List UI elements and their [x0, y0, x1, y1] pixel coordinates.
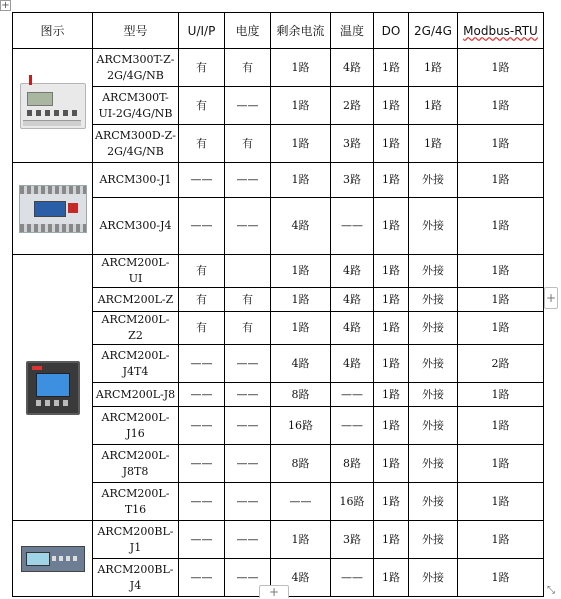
network-cell: 外接: [409, 445, 458, 483]
energy-cell: ——: [225, 559, 271, 597]
image-cell: [13, 255, 93, 521]
table-resize-handle[interactable]: ⤡: [547, 585, 555, 596]
uip-cell: ——: [179, 445, 225, 483]
energy-cell: ——: [225, 383, 271, 407]
temp-cell: 4路: [331, 288, 374, 312]
network-cell: 外接: [409, 383, 458, 407]
uip-cell: 有: [179, 288, 225, 312]
uip-cell: ——: [179, 521, 225, 559]
network-cell: 外接: [409, 198, 458, 255]
network-cell: 外接: [409, 483, 458, 521]
network-cell: 外接: [409, 163, 458, 198]
temp-cell: ——: [331, 407, 374, 445]
network-cell: 外接: [409, 288, 458, 312]
residual-cell: 1路: [271, 521, 331, 559]
network-cell: 1路: [409, 125, 458, 163]
product-spec-table: [12, 12, 544, 597]
residual-cell: 1路: [271, 87, 331, 125]
do-cell: 1路: [374, 198, 409, 255]
residual-cell: 1路: [271, 288, 331, 312]
energy-cell: ——: [225, 198, 271, 255]
energy-cell: 有: [225, 125, 271, 163]
header-modbus: Modbus-RTU: [458, 13, 544, 49]
residual-cell: 8路: [271, 383, 331, 407]
temp-cell: 4路: [331, 345, 374, 383]
modbus-cell: 1路: [458, 49, 544, 87]
temp-cell: 2路: [331, 87, 374, 125]
modbus-cell: 1路: [458, 255, 544, 288]
energy-cell: ——: [225, 163, 271, 198]
residual-cell: 1路: [271, 163, 331, 198]
residual-cell: 4路: [271, 559, 331, 597]
temp-cell: 8路: [331, 445, 374, 483]
image-cell: [13, 49, 93, 163]
uip-cell: ——: [179, 163, 225, 198]
do-cell: 1路: [374, 255, 409, 288]
energy-cell: ——: [225, 483, 271, 521]
table-row: [13, 163, 544, 198]
header-residual-current: 剩余电流: [271, 13, 331, 49]
add-row-button[interactable]: +: [259, 585, 289, 598]
model-cell: ARCM200L-J8T8: [93, 445, 179, 483]
residual-cell: 8路: [271, 445, 331, 483]
modbus-cell: 1路: [458, 521, 544, 559]
residual-cell: ——: [271, 483, 331, 521]
uip-cell: ——: [179, 407, 225, 445]
modbus-cell: 2路: [458, 345, 544, 383]
do-cell: 1路: [374, 445, 409, 483]
uip-cell: 有: [179, 49, 225, 87]
uip-cell: 有: [179, 312, 225, 345]
residual-cell: 1路: [271, 255, 331, 288]
do-cell: 1路: [374, 87, 409, 125]
device-image: [20, 83, 86, 129]
header-do: DO: [374, 13, 409, 49]
table-row: [13, 345, 544, 383]
model-cell: ARCM200L-J4T4: [93, 345, 179, 383]
header-energy: 电度: [225, 13, 271, 49]
energy-cell: ——: [225, 345, 271, 383]
modbus-cell: 1路: [458, 445, 544, 483]
energy-cell: 有: [225, 288, 271, 312]
temp-cell: 3路: [331, 521, 374, 559]
uip-cell: ——: [179, 483, 225, 521]
energy-cell: 有: [225, 312, 271, 345]
device-image: [26, 361, 80, 415]
residual-cell: 1路: [271, 125, 331, 163]
model-cell: ARCM200L-J16: [93, 407, 179, 445]
do-cell: 1路: [374, 345, 409, 383]
do-cell: 1路: [374, 312, 409, 345]
table-row: [13, 49, 544, 87]
modbus-cell: 1路: [458, 87, 544, 125]
modbus-cell: 1路: [458, 407, 544, 445]
modbus-cell: 1路: [458, 559, 544, 597]
device-image: [19, 185, 87, 233]
model-cell: ARCM300T-Z-2G/4G/NB: [93, 49, 179, 87]
model-cell: ARCM200BL-J1: [93, 521, 179, 559]
temp-cell: 4路: [331, 255, 374, 288]
do-cell: 1路: [374, 407, 409, 445]
model-cell: ARCM300D-Z-2G/4G/NB: [93, 125, 179, 163]
network-cell: 外接: [409, 255, 458, 288]
residual-cell: 4路: [271, 198, 331, 255]
energy-cell: ——: [225, 87, 271, 125]
table-row: [13, 445, 544, 483]
network-cell: 外接: [409, 312, 458, 345]
temp-cell: ——: [331, 559, 374, 597]
model-cell: ARCM300-J1: [93, 163, 179, 198]
header-uip: U/I/P: [179, 13, 225, 49]
modbus-cell: 1路: [458, 383, 544, 407]
temp-cell: 4路: [331, 312, 374, 345]
image-cell: [13, 163, 93, 255]
model-cell: ARCM200L-J8: [93, 383, 179, 407]
temp-cell: 16路: [331, 483, 374, 521]
temp-cell: ——: [331, 198, 374, 255]
header-temperature: 温度: [331, 13, 374, 49]
table-row: [13, 383, 544, 407]
uip-cell: ——: [179, 198, 225, 255]
network-cell: 1路: [409, 87, 458, 125]
uip-cell: ——: [179, 345, 225, 383]
residual-cell: 16路: [271, 407, 331, 445]
header-row: [13, 13, 544, 49]
network-cell: 外接: [409, 345, 458, 383]
residual-cell: 1路: [271, 49, 331, 87]
network-cell: 外接: [409, 559, 458, 597]
header-network: 2G/4G: [409, 13, 458, 49]
table-row: [13, 407, 544, 445]
table-row: [13, 288, 544, 312]
residual-cell: 4路: [271, 345, 331, 383]
energy-cell: ——: [225, 407, 271, 445]
table-row: [13, 521, 544, 559]
temp-cell: 4路: [331, 49, 374, 87]
do-cell: 1路: [374, 383, 409, 407]
model-cell: ARCM200L-Z: [93, 288, 179, 312]
energy-cell: ——: [225, 445, 271, 483]
temp-cell: 3路: [331, 125, 374, 163]
do-cell: 1路: [374, 163, 409, 198]
modbus-cell: 1路: [458, 198, 544, 255]
modbus-cell: 1路: [458, 483, 544, 521]
do-cell: 1路: [374, 521, 409, 559]
energy-cell: ——: [225, 521, 271, 559]
uip-cell: 有: [179, 125, 225, 163]
table-row: [13, 87, 544, 125]
table-row: [13, 125, 544, 163]
uip-cell: ——: [179, 559, 225, 597]
do-cell: 1路: [374, 125, 409, 163]
do-cell: 1路: [374, 483, 409, 521]
modbus-cell: 1路: [458, 125, 544, 163]
image-cell: [13, 521, 93, 597]
table-move-handle[interactable]: +: [1, 0, 10, 11]
model-cell: ARCM200L-UI: [93, 255, 179, 288]
uip-cell: ——: [179, 383, 225, 407]
do-cell: 1路: [374, 288, 409, 312]
model-cell: ARCM200L-T16: [93, 483, 179, 521]
residual-cell: 1路: [271, 312, 331, 345]
device-image: [21, 546, 85, 572]
energy-cell: [225, 255, 271, 288]
uip-cell: 有: [179, 87, 225, 125]
table-row: [13, 312, 544, 345]
temp-cell: 3路: [331, 163, 374, 198]
table-row: [13, 255, 544, 288]
do-cell: 1路: [374, 559, 409, 597]
model-cell: ARCM300-J4: [93, 198, 179, 255]
table-row: [13, 198, 544, 255]
model-cell: ARCM200BL-J4: [93, 559, 179, 597]
network-cell: 外接: [409, 521, 458, 559]
model-cell: ARCM300T-UI-2G/4G/NB: [93, 87, 179, 125]
table-row: [13, 483, 544, 521]
header-image: 图示: [13, 13, 93, 49]
modbus-cell: 1路: [458, 288, 544, 312]
network-cell: 1路: [409, 49, 458, 87]
temp-cell: ——: [331, 383, 374, 407]
header-model: 型号: [93, 13, 179, 49]
add-column-button[interactable]: +: [544, 287, 558, 309]
network-cell: 外接: [409, 407, 458, 445]
do-cell: 1路: [374, 49, 409, 87]
energy-cell: 有: [225, 49, 271, 87]
modbus-cell: 1路: [458, 163, 544, 198]
uip-cell: 有: [179, 255, 225, 288]
model-cell: ARCM200L-Z2: [93, 312, 179, 345]
modbus-cell: 1路: [458, 312, 544, 345]
